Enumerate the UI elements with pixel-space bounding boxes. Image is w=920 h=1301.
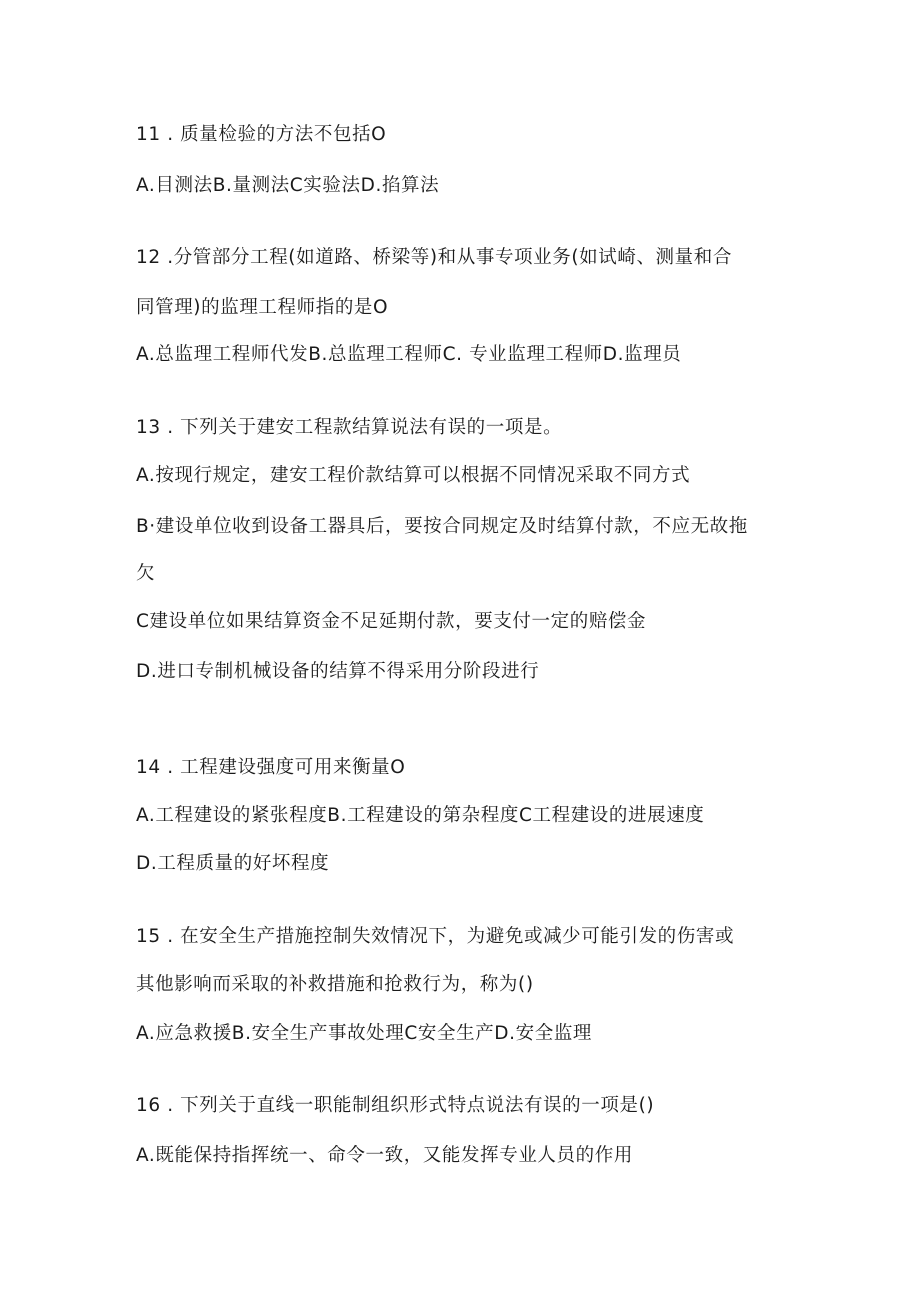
question-11-options: A.目测法B.量测法C实验法D.掐算法 [136, 175, 440, 196]
question-13-option-c: C建设单位如果结算资金不足延期付款，要支付一定的赔偿金 [136, 611, 647, 632]
question-15-stem-line-2: 其他影响而采取的补救措施和抢救行为，称为() [136, 974, 534, 995]
question-14-stem: 14 . 工程建设强度可用来衡量O [136, 757, 406, 778]
question-11-stem: 11 . 质量检验的方法不包括O [136, 124, 387, 145]
question-15-options: A.应急救援B.安全生产事故处理C安全生产D.安全监理 [136, 1023, 593, 1044]
question-13-option-b-cont: 欠 [136, 563, 156, 584]
question-13-stem: 13 . 下列关于建安工程款结算说法有误的一项是。 [136, 417, 563, 438]
question-13-option-a: A.按现行规定，建安工程价款结算可以根据不同情况采取不同方式 [136, 465, 691, 486]
question-14-options-line-2: D.工程质量的好坏程度 [136, 853, 330, 874]
question-16-stem: 16 . 下列关于直线一职能制组织形式特点说法有误的一项是() [136, 1095, 655, 1116]
question-15-stem-line-1: 15 . 在安全生产措施控制失效情况下，为避免或减少可能引发的伤害或 [136, 926, 735, 947]
question-14-options-line-1: A.工程建设的紧张程度B.工程建设的第杂程度C工程建设的进展速度 [136, 805, 705, 826]
question-12-stem-line-1: 12 .分管部分工程(如道路、桥梁等)和从事专项业务(如试崎、测量和合 [136, 247, 732, 268]
question-12-options: A.总监理工程师代发B.总监理工程师C. 专业监理工程师D.监理员 [136, 344, 682, 365]
question-16-option-a: A.既能保持指挥统一、命令一致，又能发挥专业人员的作用 [136, 1145, 633, 1166]
question-12-stem-line-2: 同管理)的监理工程师指的是O [136, 297, 389, 318]
question-13-option-b: B·建设单位收到设备工器具后，要按合同规定及时结算付款，不应无故拖 [136, 516, 748, 537]
question-13-option-d: D.进口专制机械设备的结算不得采用分阶段进行 [136, 661, 540, 682]
